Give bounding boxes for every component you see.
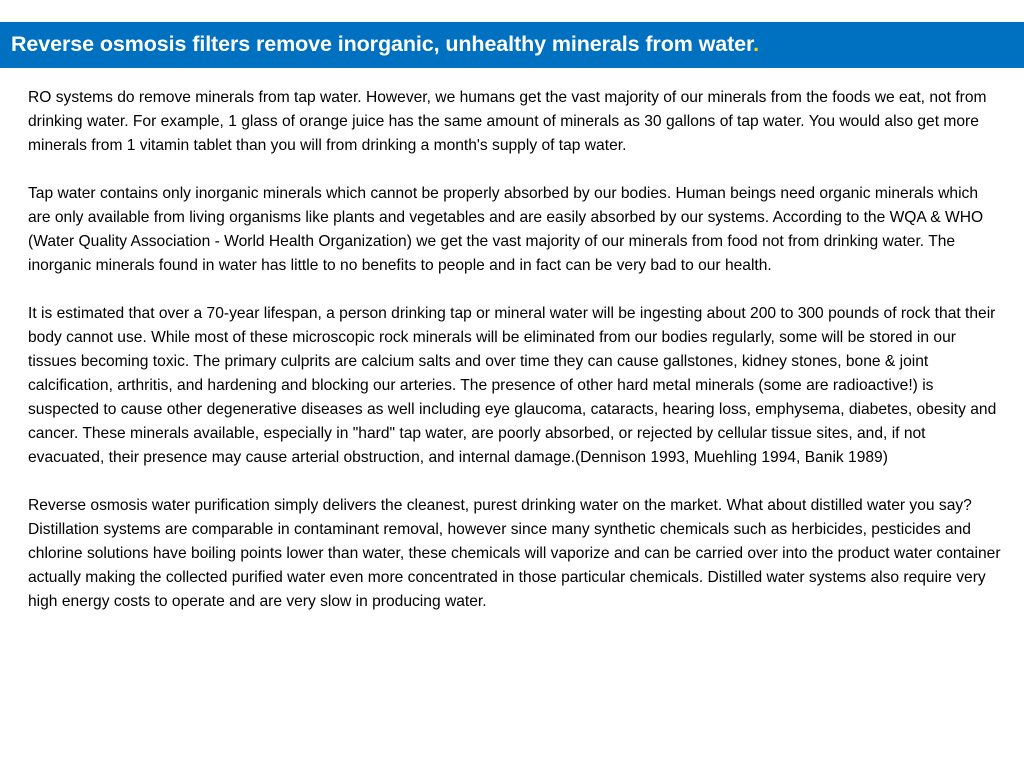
title-bar [0,22,1024,68]
slide-title [11,32,759,57]
body-paragraph-3: It is estimated that over a 70-year lifespan, a person drinking tap or mineral water will be ingesting about 200 to 300 pounds of rock that their body cannot use. While most of these microscopic rock minerals will be eliminated from our bodies regularly, some will be stored in our tissues becoming toxic. The primary culprits are calcium salts and over time they can cause gallstones, kidney stones, bone & joint calcification, arthritis, and hardening and blocking our arteries. The presence of other hard metal minerals (some are radioactive!) is suspected to cause other degenerative diseases as well including eye glaucoma, cataracts, hearing loss, emphysema, diabetes, obesity and cancer. These minerals available, especially in "hard" tap water, are poorly absorbed, or rejected by cellular tissue sites, and, if not evacuated, their presence may cause arterial obstruction, and internal damage.(Dennison 1993, Muehling 1994, Banik 1989) [28,305,997,466]
slide-body [28,86,1003,638]
slide-title-text: Reverse osmosis filters remove inorganic, unhealthy minerals from water [11,32,754,56]
body-paragraph-1: RO systems do remove minerals from tap water. However, we humans get the vast majority of our minerals from the foods we eat, not from drinking water. For example, 1 glass of orange juice has the same amount of minerals as 30 gallons of tap water. You would also get more minerals from 1 vitamin tablet than you will from drinking a month's supply of tap water. [28,89,987,154]
slide-title-dot: . [753,32,759,56]
body-paragraph-2: Tap water contains only inorganic minerals which cannot be properly absorbed by our bodies. Human beings need organic minerals which are only available from living organisms like plants and vegetables and are easily absorbed by our systems. According to the WQA & WHO (Water Quality Association - World Health Organization) we get the vast majority of our minerals from food not from drinking water. The inorganic minerals found in water has little to no benefits to people and in fact can be very bad to our health. [28,185,984,274]
body-paragraph-4: Reverse osmosis water purification simply delivers the cleanest, purest drinking water on the market. What about distilled water you say? Distillation systems are comparable in contaminant removal, however since many synthetic chemicals such as herbicides, pesticides and chlorine solutions have boiling points lower than water, these chemicals will vaporize and can be carried over into the product water container actually making the collected purified water even more concentrated in those particular chemicals. Distilled water systems also require very high energy costs to operate and are very slow in producing water. [28,497,1001,610]
